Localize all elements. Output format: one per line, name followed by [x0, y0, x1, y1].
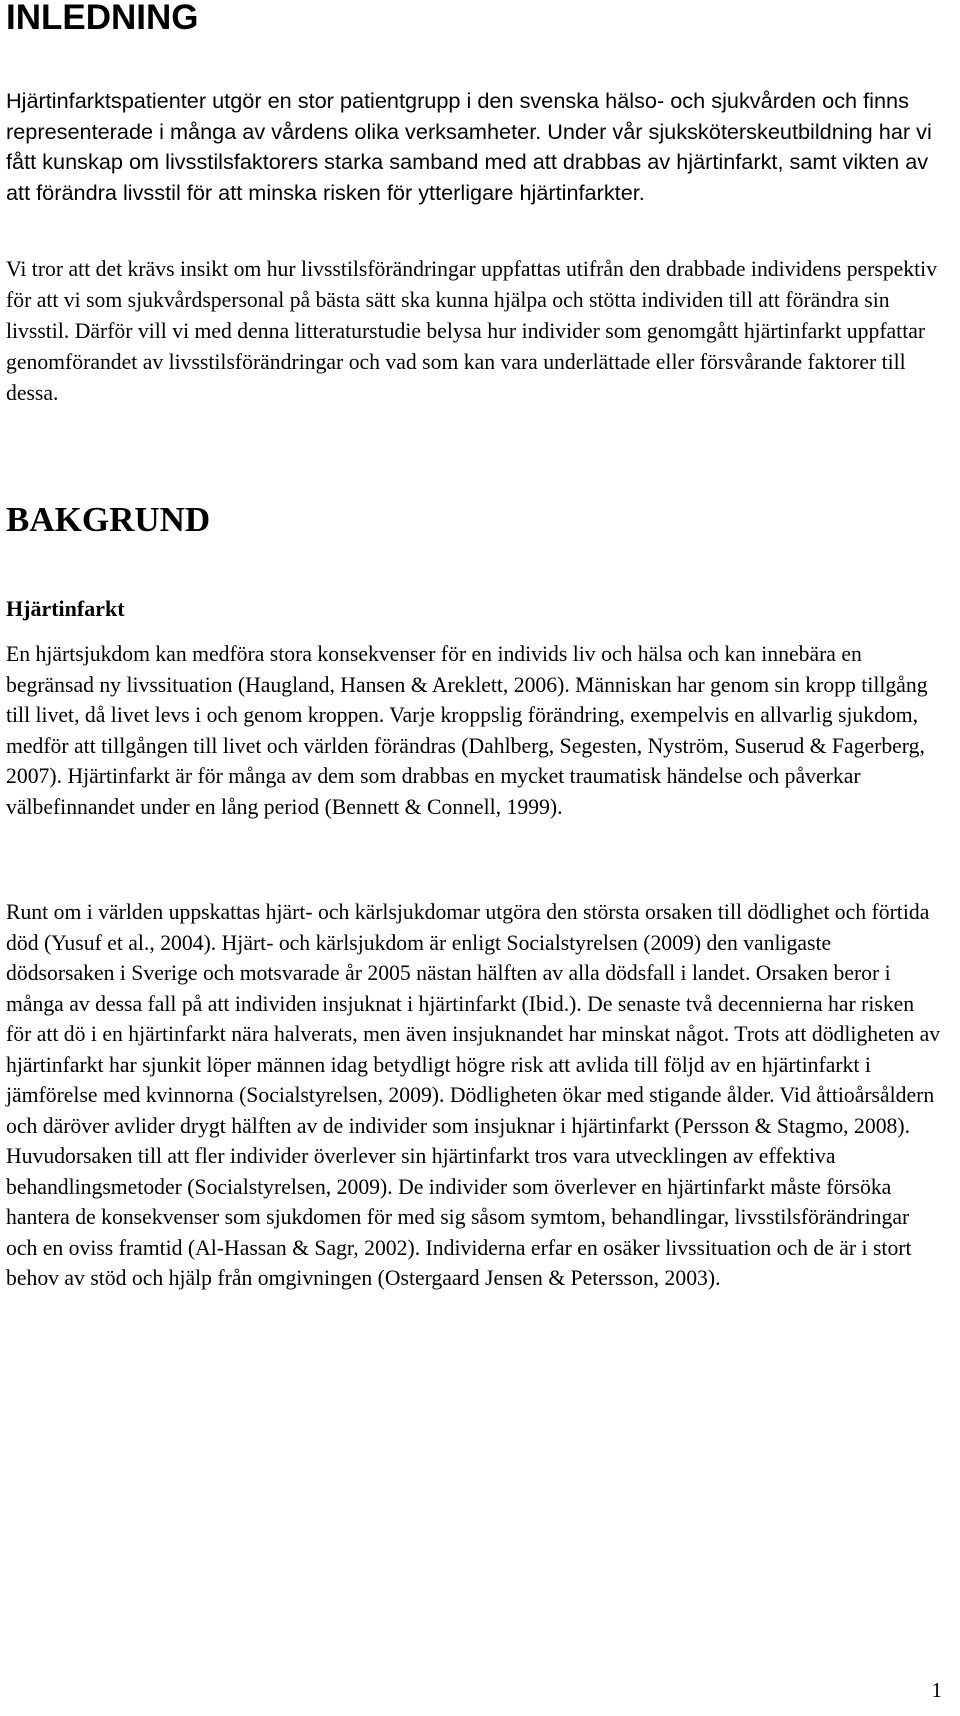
page-number: 1 [931, 1678, 942, 1702]
intro-paragraph-1: Hjärtinfarktspatienter utgör en stor patientgrupp i den svenska hälso- och sjukvården och finns representerade i många av vårdens olika verksamheter. Under vår sjuksköterskeutbildning har vi fått kunskap om livsstilsfaktorers starka samband med att drabbas av hjärtinfarkt, samt vikten av att förändra livsstil för att minska risken för ytterligare hjärtinfarkter. [6, 88, 932, 205]
subheading-hjartinfarkt: Hjärtinfarkt [6, 596, 125, 621]
background-paragraph-1: En hjärtsjukdom kan medföra stora konsekvenser för en individs liv och hälsa och kan innebära en begränsad ny livssituation (Haugland, Hansen & Areklett, 2006). Människan har genom sin kropp tillgång till livet, då livet levs i och genom kroppen. Varje kroppslig förändring, exempelvis en allvarlig sjukdom, medför att tillgången till livet och världen förändras (Dahlberg, Segesten, Nyström, Suserud & Fagerberg, 2007). Hjärtinfarkt är för många av dem som drabbas en mycket traumatisk händelse och påverkar välbefinnandet under en lång period (Bennett & Connell, 1999). [6, 642, 928, 819]
background-paragraph-2: Runt om i världen uppskattas hjärt- och kärlsjukdomar utgöra den största orsaken till dödlighet och förtida död (Yusuf et al., 2004). Hjärt- och kärlsjukdom är enligt Socialstyrelsen (2009) den vanligaste dödsorsaken i Sverige och motsvarade år 2005 nästan hälften av alla dödsfall i landet. Orsaken beror i många av dessa fall på att individen insjuknat i hjärtinfarkt (Ibid.). De senaste två decennierna har risken för att dö i en hjärtinfarkt nära halverats, men även insjuknandet har minskat något. Trots att dödligheten av hjärtinfarkt har sjunkit löper männen idag betydligt högre risk att avlida till följd av en hjärtinfarkt i jämförelse med kvinnorna (Socialstyrelsen, 2009). Dödligheten ökar med stigande ålder. Vid åttioårsåldern och däröver avlider drygt hälften av de individer som insjuknar i hjärtinfarkt (Persson & Stagmo, 2008). Huvudorsaken till att fler individer överlever sin hjärtinfarkt tros vara utvecklingen av effektiva behandlingsmetoder (Socialstyrelsen, 2009). De individer som överlever en hjärtinfarkt måste försöka hantera de konsekvenser som sjukdomen för med sig såsom symtom, behandlingar, livsstilsförändringar och en oviss framtid (Al-Hassan & Sagr, 2002). Individerna erfar en osäker livssituation och de är i stort behov av stöd och hjälp från omgivningen (Ostergaard Jensen & Petersson, 2003). [6, 900, 941, 1290]
intro-paragraph-2: Vi tror att det krävs insikt om hur livsstilsförändringar uppfattas utifrån den drabbade individens perspektiv för att vi som sjukvårdspersonal på bästa sätt ska kunna hjälpa och stötta individen till att förändra sin livsstil. Därför vill vi med denna litteraturstudie belysa hur individer som genomgått hjärtinfarkt uppfattar genomförandet av livsstilsförändringar och vad som kan vara underlättade eller försvårande faktorer till dessa. [6, 257, 938, 405]
heading-inledning: INLEDNING [6, 0, 199, 37]
heading-bakgrund: BAKGRUND [6, 500, 211, 539]
